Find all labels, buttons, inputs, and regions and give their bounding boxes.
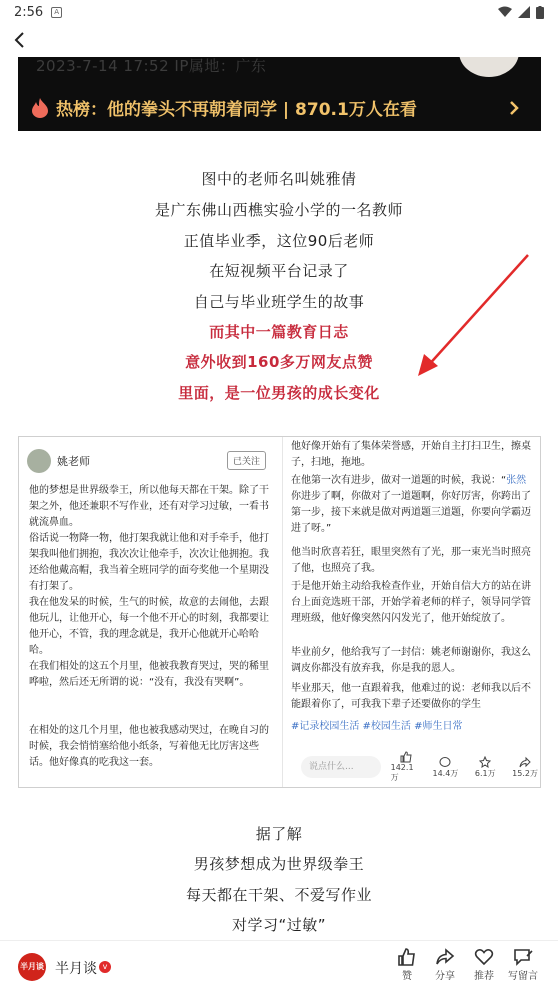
like-label: 赞 bbox=[402, 971, 412, 982]
post-paragraph: 毕业前夕，他给我写了一封信：姚老师谢谢你，我这么调皮你都没有放弃我，你是我的恩人。 bbox=[291, 647, 531, 674]
post-paragraph: 于是他开始主动给我检查作业，开始自信大方的站在讲台上面竞选班干部，开始学着老师的样子，领导同学管理班级，他好像突然闪闪发光了，他开始绽放了。 bbox=[291, 581, 531, 624]
mention-link: 张然 bbox=[506, 475, 527, 486]
wifi-icon bbox=[498, 6, 512, 18]
favorite-count: 6.1万 bbox=[474, 768, 496, 778]
comment-count: 14.4万 bbox=[432, 768, 459, 778]
post-paragraph: 他当时欣喜若狂，眼里突然有了光，那一束光当时照亮了他，也照亮了我。 bbox=[291, 547, 531, 574]
post-action-bar bbox=[287, 749, 540, 785]
intro-line: 自己与毕业班学生的故事 bbox=[193, 293, 365, 311]
share-icon bbox=[435, 947, 455, 967]
column-divider bbox=[282, 437, 283, 787]
post-paragraph: 在相处的这几个月里，他也被我感动哭过，在晚自习的时候，我会悄悄塞给他小纸条，写着他无比厉害这些话。他好像真的吃我这一套。 bbox=[29, 725, 269, 768]
outro-line: 据了解 bbox=[255, 825, 303, 843]
write-comment-button[interactable] bbox=[502, 947, 544, 982]
comment-edit-icon bbox=[513, 947, 533, 967]
verified-badge-icon: v bbox=[99, 961, 111, 973]
video-banner[interactable] bbox=[18, 57, 541, 131]
follow-badge: 已关注 bbox=[227, 451, 266, 470]
status-bar bbox=[0, 0, 558, 24]
post-paragraph: 他的梦想是世界级拳王，所以他每天都在干架。除了干架之外，他还兼职不写作业，还有对学习过敏，一看书就流鼻血。 bbox=[29, 485, 269, 528]
publisher-logo[interactable]: 半月谈 bbox=[18, 953, 46, 981]
back-arrow-icon[interactable] bbox=[10, 30, 30, 50]
thumbs-up-icon bbox=[397, 947, 417, 967]
highlight-line: 里面，是一位男孩的成长变化 bbox=[178, 384, 380, 402]
intro-line: 是广东佛山西樵实验小学的一名教师 bbox=[154, 201, 403, 219]
outro-line: 每天都在干架、不爱写作业 bbox=[185, 886, 372, 904]
embedded-post-screenshot bbox=[18, 436, 541, 788]
outro-line: 对学习“过敏” bbox=[231, 916, 327, 934]
post-header bbox=[27, 449, 90, 473]
post-paragraph bbox=[291, 473, 535, 537]
notification-icon: A bbox=[51, 7, 62, 18]
red-arrow-annotation bbox=[410, 250, 535, 380]
post-text: 在他第一次有进步，做对一道题的时候，我说：“ bbox=[291, 475, 507, 486]
post-right-column bbox=[287, 437, 540, 787]
share-stat bbox=[510, 756, 540, 779]
post-tags: #记录校园生活 #校园生活 #师生日常 bbox=[291, 721, 463, 732]
favorite-stat bbox=[470, 756, 500, 779]
recommend-label: 推荐 bbox=[474, 971, 494, 982]
intro-line: 正值毕业季，这位90后老师 bbox=[183, 232, 375, 250]
comment-stat bbox=[430, 756, 460, 779]
signal-icon bbox=[518, 6, 530, 18]
post-username: 姚老师 bbox=[57, 455, 90, 468]
share-count: 15.2万 bbox=[512, 768, 538, 778]
video-thumbnail-fragment bbox=[459, 57, 519, 77]
recommend-button[interactable] bbox=[463, 947, 505, 982]
bottom-action-bar bbox=[0, 940, 558, 992]
like-count: 142.1万 bbox=[390, 763, 414, 782]
share-button[interactable] bbox=[424, 947, 466, 982]
flame-icon bbox=[32, 98, 48, 118]
post-left-column bbox=[19, 437, 281, 787]
battery-icon bbox=[536, 6, 544, 19]
comment-input-preview: 说点什么... bbox=[301, 756, 381, 778]
post-text: 你进步了啊，你做对了一道题啊，你好厉害，你跨出了第一步，接下来就是做对两道题三道题，你要向学霸迈进了呀。” bbox=[291, 491, 531, 534]
thumbs-up-icon bbox=[400, 751, 412, 763]
hot-list-text: 热榜：他的拳头不再朝着同学 | 870.1万人在看 bbox=[56, 100, 417, 120]
status-right bbox=[498, 6, 544, 19]
highlight-line: 意外收到160多万网友点赞 bbox=[185, 353, 373, 371]
write-comment-label: 写留言 bbox=[508, 971, 538, 982]
post-paragraph: 我在他发呆的时候，生气的时候，故意的去闹他，去跟他玩儿，让他开心，每一个他不开心的时刻，我都要让他开心，不管，我的理念就是，我开心他就开心哈哈哈。 bbox=[29, 597, 269, 656]
post-paragraph: 毕业那天，他一直跟着我，他难过的说：老师我以后不能跟着你了，可我我下辈子还要做你的学生 bbox=[291, 683, 531, 710]
heart-icon bbox=[474, 947, 494, 967]
video-meta: 2023-7-14 17:52 IP属地：广东 bbox=[36, 57, 267, 75]
share-icon bbox=[519, 756, 531, 768]
star-icon bbox=[479, 756, 491, 768]
like-button[interactable] bbox=[386, 947, 428, 982]
avatar bbox=[27, 449, 51, 473]
comment-icon bbox=[439, 756, 451, 768]
outro-line: 男孩梦想成为世界级拳王 bbox=[193, 855, 365, 873]
hot-list-link[interactable] bbox=[32, 95, 417, 120]
publisher-name[interactable]: 半月谈 bbox=[55, 961, 97, 977]
intro-line: 在短视频平台记录了 bbox=[209, 262, 349, 280]
post-paragraph: 在我们相处的这五个月里，他被我教育哭过，哭的稀里哗啦，然后还无所谓的说：“没有，我没有哭啊”。 bbox=[29, 661, 269, 688]
highlight-line: 而其中一篇教育日志 bbox=[209, 323, 349, 341]
post-paragraph: 他好像开始有了集体荣誉感，开始自主打扫卫生，擦桌子，扫地，拖地。 bbox=[291, 441, 531, 468]
intro-line: 图中的老师名叫姚雅倩 bbox=[201, 170, 357, 188]
chevron-right-icon bbox=[509, 100, 519, 116]
like-stat bbox=[391, 751, 421, 783]
share-label: 分享 bbox=[435, 971, 455, 982]
post-paragraph: 俗话说一物降一物，他打架我就让他和对手牵手，他打架我叫他们拥抱，我次次让他牵手，次次让他拥抱。我还给他戴高帽，我当着全班同学的面夸奖他一个星期没有打架了。 bbox=[29, 533, 269, 592]
status-time: 2:56 bbox=[14, 4, 44, 20]
